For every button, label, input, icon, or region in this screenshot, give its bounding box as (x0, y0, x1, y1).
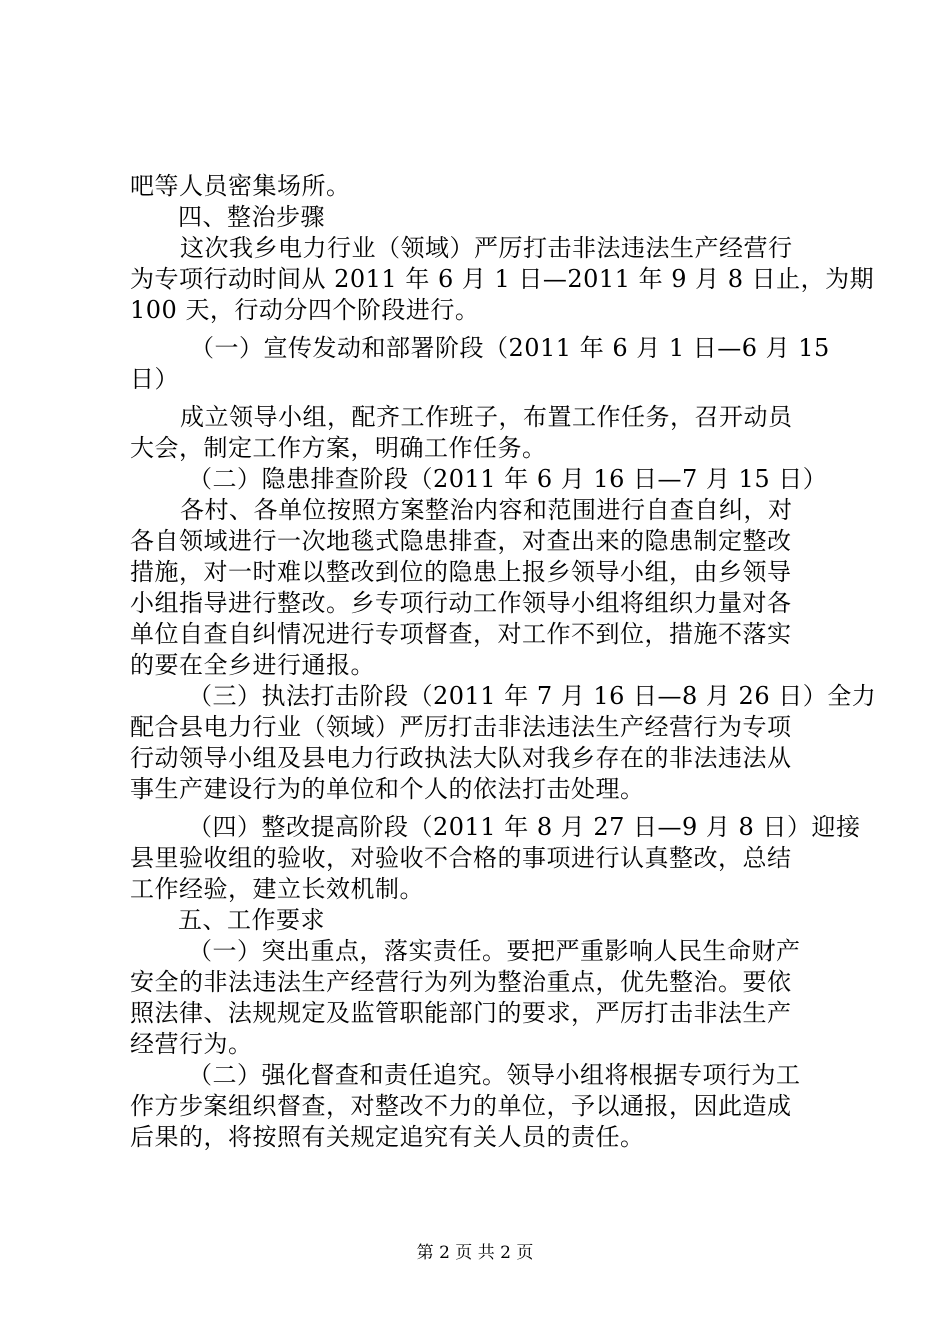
text-line: 单位自查自纠情况进行专项督查，对工作不到位，措施不落实 (130, 620, 792, 648)
section-heading: 五、工作要求 (178, 906, 325, 934)
text-line: 经营行为。 (130, 1030, 253, 1058)
text-line: 各自领域进行一次地毯式隐患排查，对查出来的隐患制定整改 (130, 527, 792, 555)
text-line: 安全的非法违法生产经营行为列为整治重点，优先整治。要依 (130, 968, 792, 996)
document-body (130, 171, 877, 1153)
text-line: 吧等人员密集场所。 (130, 172, 351, 200)
text-line: 措施，对一时难以整改到位的隐患上报乡领导小组，由乡领导 (130, 558, 792, 586)
text-line: 工作经验，建立长效机制。 (130, 875, 424, 903)
subsection-heading: （三）执法打击阶段（2011 年 7 月 16 日—8 月 26 日）全力 (188, 682, 877, 710)
section-heading: 四、整治步骤 (178, 203, 325, 231)
text-line: 这次我乡电力行业（领域）严厉打击非法违法生产经营行 (180, 234, 793, 262)
text-line: 照法律、法规规定及监管职能部门的要求，严厉打击非法生产 (130, 999, 792, 1027)
text-line: 为专项行动时间从 2011 年 6 月 1 日—2011 年 9 月 8 日止，为期 (130, 265, 875, 293)
subsection-heading: （一）宣传发动和部署阶段（2011 年 6 月 1 日—6 月 15 (190, 334, 830, 362)
subsection-heading: （二）隐患排查阶段（2011 年 6 月 16 日—7 月 15 日） (188, 465, 828, 493)
page-number: 第 2 页 共 2 页 (416, 1243, 534, 1263)
text-line: 成立领导小组，配齐工作班子，布置工作任务，召开动员 (180, 403, 793, 431)
subsection-heading: （一）突出重点，落实责任。要把严重影响人民生命财产 (188, 937, 801, 965)
text-line: 的要在全乡进行通报。 (130, 651, 375, 679)
text-line: 事生产建设行为的单位和个人的依法打击处理。 (130, 775, 645, 803)
text-line: 行动领导小组及县电力行政执法大队对我乡存在的非法违法从 (130, 744, 792, 772)
text-line: 大会，制定工作方案，明确工作任务。 (130, 434, 547, 462)
text-line: 配合县电力行业（领域）严厉打击非法违法生产经营行为专项 (130, 713, 792, 741)
text-line: 后果的，将按照有关规定追究有关人员的责任。 (130, 1123, 645, 1151)
text-line: 日） (130, 365, 179, 393)
text-line: 作方步案组织督查，对整改不力的单位，予以通报，因此造成 (130, 1092, 792, 1120)
text-line: 各村、各单位按照方案整治内容和范围进行自查自纠，对 (180, 496, 793, 524)
text-line: 小组指导进行整改。乡专项行动工作领导小组将组织力量对各 (130, 589, 792, 617)
text-line: 100 天，行动分四个阶段进行。 (130, 296, 480, 324)
text-line: 县里验收组的验收，对验收不合格的事项进行认真整改，总结 (130, 844, 792, 872)
page-footer (0, 1242, 950, 1264)
subsection-heading: （四）整改提高阶段（2011 年 8 月 27 日—9 月 8 日）迎接 (188, 813, 861, 841)
subsection-heading: （二）强化督查和责任追究。领导小组将根据专项行为工 (188, 1061, 801, 1089)
